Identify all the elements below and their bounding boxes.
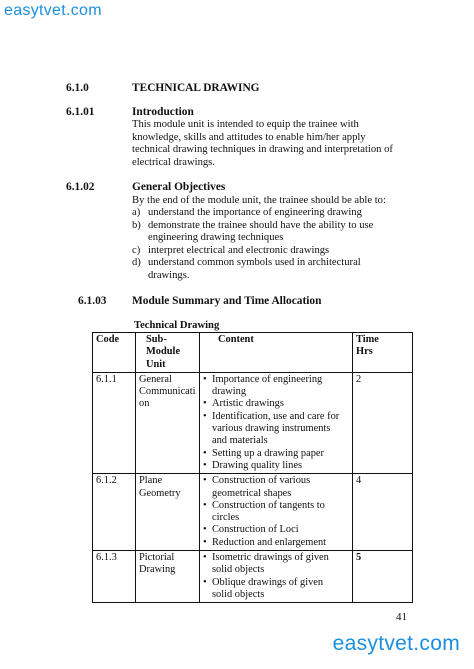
objective-text: demonstrate the trainee should have the ability to use (148, 219, 374, 231)
summary-table (92, 332, 413, 603)
cell-content (200, 474, 353, 551)
objectives-lead (132, 195, 424, 208)
objective-text: understand the importance of engineering drawing (148, 207, 362, 218)
introduction-line: This module unit is intended to equip the trainee with (132, 119, 359, 130)
introduction-paragraph (132, 119, 424, 169)
cell-code: 6.1.3 (93, 551, 136, 603)
table-row (93, 474, 413, 551)
header-time-line: Time (356, 334, 379, 345)
introduction-line: electrical drawings. (132, 156, 215, 168)
objective-text: engineering drawing techniques (148, 232, 284, 244)
introduction-title: Introduction (132, 106, 194, 118)
objective-item (132, 257, 424, 282)
objective-text: drawings. (148, 269, 190, 281)
table-header-row (93, 333, 413, 373)
header-sub-module-line: Sub- (146, 334, 167, 345)
content-item: • Construction of Loci (203, 524, 349, 536)
watermark-bottom: easytvet.com (332, 632, 460, 655)
content-item: • Setting up a drawing paper (203, 448, 349, 460)
cell-hours: 2 (353, 372, 413, 473)
watermark-top: easytvet.com (4, 2, 102, 19)
objective-text: interpret electrical and electronic drawings (148, 244, 330, 256)
summary-number: 6.1.03 (78, 295, 107, 307)
content-item: • Isometric drawings of given solid objects (203, 552, 349, 577)
objectives-list (132, 207, 424, 283)
cell-unit: Plane Geometry (136, 474, 200, 551)
header-sub-module-line: Module Unit (146, 346, 181, 370)
header-time-line: Hrs (356, 346, 373, 358)
cell-unit: Pictorial Drawing (136, 551, 200, 603)
cell-hours: 4 (353, 474, 413, 551)
cell-unit: General Communicati on (136, 372, 200, 473)
objective-item (132, 207, 424, 220)
summary-title: Module Summary and Time Allocation (132, 295, 322, 307)
content-list (203, 552, 349, 601)
cell-code: 6.1.2 (93, 474, 136, 551)
cell-hours: 5 (353, 551, 413, 603)
objective-letter: b) (132, 219, 141, 231)
content-item: • Oblique drawings of given solid objects (203, 577, 349, 602)
header-content: Content (200, 333, 353, 373)
content-list (203, 374, 349, 472)
cell-content (200, 372, 353, 473)
content-list (203, 475, 349, 549)
objective-text: understand common symbols used in architectural (148, 257, 361, 269)
content-item: • Construction of tangents to circles (203, 500, 349, 525)
objective-letter: d) (132, 257, 141, 269)
content-item: • Identification, use and care for various drawing instruments and materials (203, 411, 349, 448)
introduction-line: technical drawing techniques in drawing and interpretation of (132, 144, 393, 156)
objective-letter: a) (132, 207, 141, 218)
objectives-number: 6.1.02 (66, 181, 95, 193)
table-caption: Technical Drawing (134, 320, 220, 331)
objective-item (132, 220, 424, 245)
content-item: • Importance of engineering drawing (203, 374, 349, 399)
cell-code: 6.1.1 (93, 372, 136, 473)
cell-content (200, 551, 353, 603)
objectives-lead-text: By the end of the module unit, the trainee should be able to: (132, 195, 386, 206)
table-row (93, 551, 413, 603)
section-number: 6.1.0 (66, 82, 89, 94)
section-title: TECHNICAL DRAWING (132, 82, 260, 94)
header-code: Code (93, 333, 136, 373)
introduction-number: 6.1.01 (66, 106, 95, 118)
content-item: • Reduction and enlargement (203, 537, 349, 549)
page-number: 41 (396, 611, 407, 623)
header-sub-module (136, 333, 200, 373)
content-item: • Drawing quality lines (203, 460, 349, 472)
content-item: • Construction of various geometrical shapes (203, 475, 349, 500)
content-item: • Artistic drawings (203, 398, 349, 410)
objective-item (132, 245, 424, 258)
introduction-line: knowledge, skills and attitudes to enable him/her apply (132, 131, 366, 143)
objective-letter: c) (132, 244, 141, 256)
objectives-title: General Objectives (132, 181, 226, 193)
header-time (353, 333, 413, 373)
table-row (93, 372, 413, 473)
